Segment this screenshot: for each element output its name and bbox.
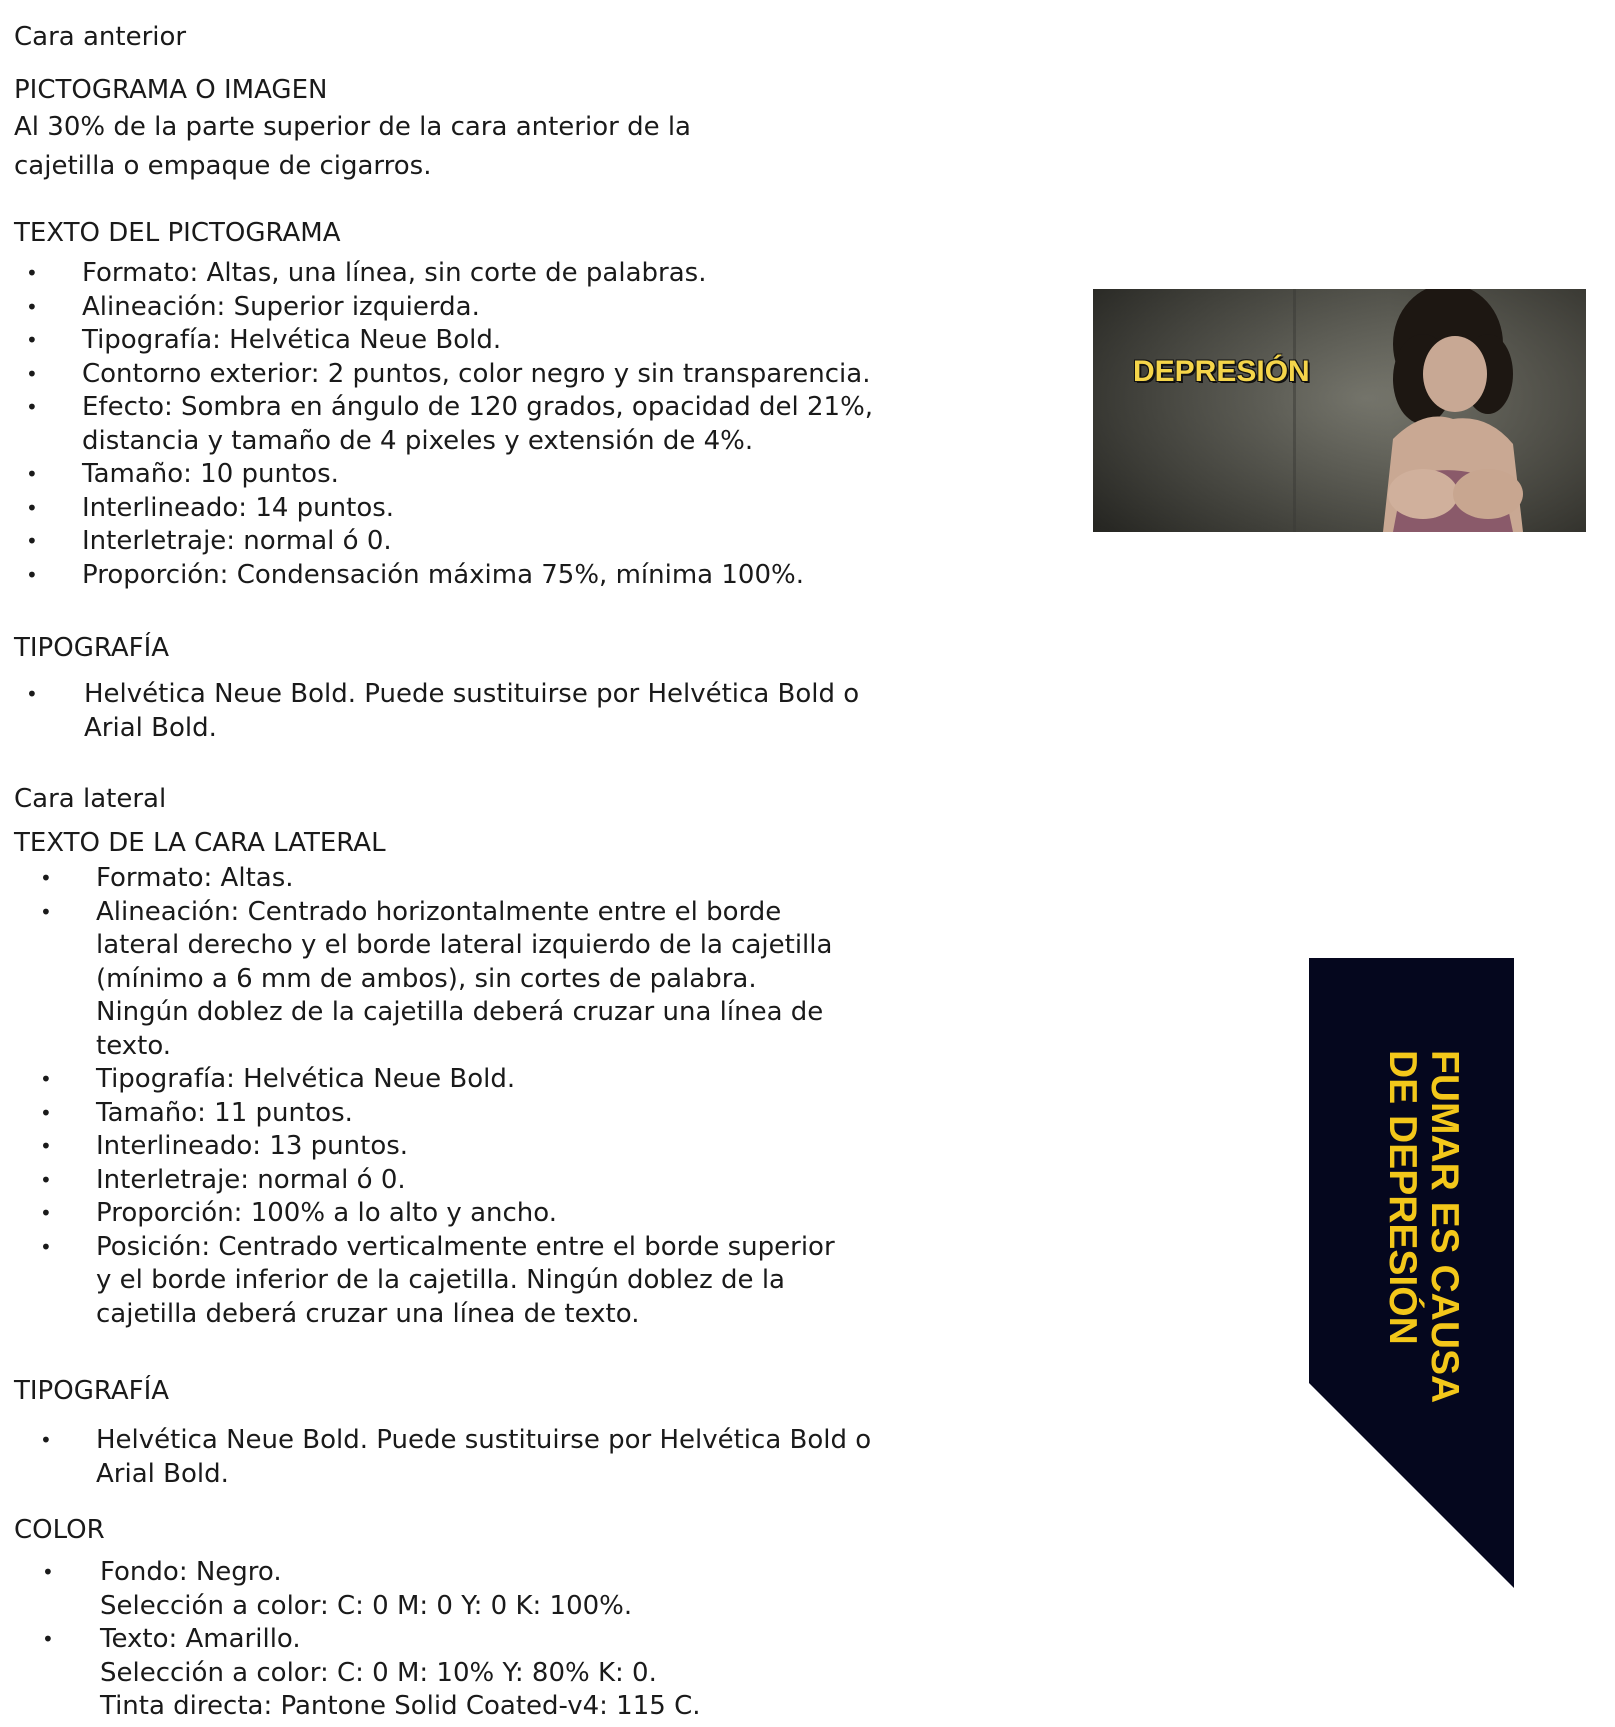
list-item: • Tipografía: Helvética Neue Bold. (40, 1064, 516, 1094)
pictogram-image (1093, 289, 1586, 532)
front-typography-title: TIPOGRAFÍA (14, 633, 170, 663)
list-item: • Formato: Altas. (40, 863, 294, 893)
list-item: • Interletraje: normal ó 0. (40, 1164, 406, 1195)
pictogram-desc-line-1: Al 30% de la parte superior de la cara anterior de la (14, 112, 691, 142)
panel-line-1: FUMAR ES CAUSA (1423, 1050, 1466, 1404)
list-item: • Alineación: Centrado horizontalmente entre el borde (40, 896, 782, 927)
list-item: • Interletraje: normal ó 0. (26, 526, 392, 556)
list-item: • Tipografía: Helvética Neue Bold. (26, 325, 502, 355)
side-text-title: TEXTO DE LA CARA LATERAL (14, 828, 386, 858)
list-item-continued: Arial Bold. (84, 712, 217, 743)
list-item: • Texto: Amarillo. (42, 1624, 301, 1654)
list-item-continued: Selección a color: C: 0 M: 10% Y: 80% K: 0. (100, 1657, 657, 1688)
front-heading: Cara anterior (14, 22, 187, 52)
list-item: • Formato: Altas, una línea, sin corte de palabras. (26, 258, 707, 288)
list-item-continued: texto. (96, 1030, 172, 1061)
list-item: • Helvética Neue Bold. Puede sustituirse por Helvética Bold o (26, 679, 860, 709)
list-item: • Interlineado: 14 puntos. (26, 492, 395, 523)
list-item-continued: Arial Bold. (96, 1458, 229, 1489)
list-item: • Posición: Centrado verticalmente entre el borde superior (40, 1231, 835, 1262)
side-text-list (40, 862, 835, 1331)
list-item: • Helvética Neue Bold. Puede sustituirse por Helvética Bold o (40, 1425, 872, 1455)
list-item: • Proporción: Condensación máxima 75%, mínima 100%. (26, 559, 804, 590)
list-item-continued: Selección a color: C: 0 M: 0 Y: 0 K: 100%. (100, 1590, 633, 1621)
depression-photo-icon (1093, 289, 1586, 532)
list-item-continued: Ningún doblez de la cajetilla deberá cruzar una línea de (96, 997, 824, 1027)
list-item-continued: distancia y tamaño de 4 pixeles y extensión de 4%. (82, 425, 754, 456)
list-item: • Efecto: Sombra en ángulo de 120 grados, opacidad del 21%, (26, 392, 874, 422)
side-heading: Cara lateral (14, 784, 167, 814)
pictogram-desc-line-2: cajetilla o empaque de cigarros. (14, 151, 432, 181)
color-list (42, 1556, 701, 1724)
list-item: • Proporción: 100% a lo alto y ancho. (40, 1198, 557, 1228)
list-item-continued: cajetilla deberá cruzar una línea de texto. (96, 1298, 640, 1329)
list-item: • Tamaño: 11 puntos. (40, 1097, 353, 1128)
list-item: • Interlineado: 13 puntos. (40, 1131, 409, 1161)
list-item-continued: (mínimo a 6 mm de ambos), sin cortes de palabra. (96, 963, 757, 994)
list-item-continued: y el borde inferior de la cajetilla. Ningún doblez de la (96, 1265, 785, 1295)
side-typography-title: TIPOGRAFÍA (14, 1376, 170, 1406)
list-item-continued: lateral derecho y el borde lateral izquierdo de la cajetilla (96, 930, 833, 960)
pictogram-label: DEPRESIÓN (1133, 355, 1310, 388)
panel-line-2: DE DEPRESIÓN (1381, 1050, 1424, 1345)
pictogram-text-title: TEXTO DEL PICTOGRAMA (14, 218, 341, 248)
pictogram-text-list (26, 257, 873, 592)
list-item: • Contorno exterior: 2 puntos, color negro y sin transparencia. (26, 358, 871, 389)
side-panel-text (1355, 1050, 1466, 1404)
front-typography-list (26, 678, 859, 745)
list-item: • Tamaño: 10 puntos. (26, 459, 339, 489)
list-item-continued: Tinta directa: Pantone Solid Coated-v4: 115 C. (100, 1691, 701, 1721)
list-item: • Fondo: Negro. (42, 1557, 282, 1587)
list-item: • Alineación: Superior izquierda. (26, 291, 480, 322)
pictogram-title: PICTOGRAMA O IMAGEN (14, 75, 328, 105)
side-typography-list (40, 1424, 871, 1491)
color-title: COLOR (14, 1515, 105, 1545)
